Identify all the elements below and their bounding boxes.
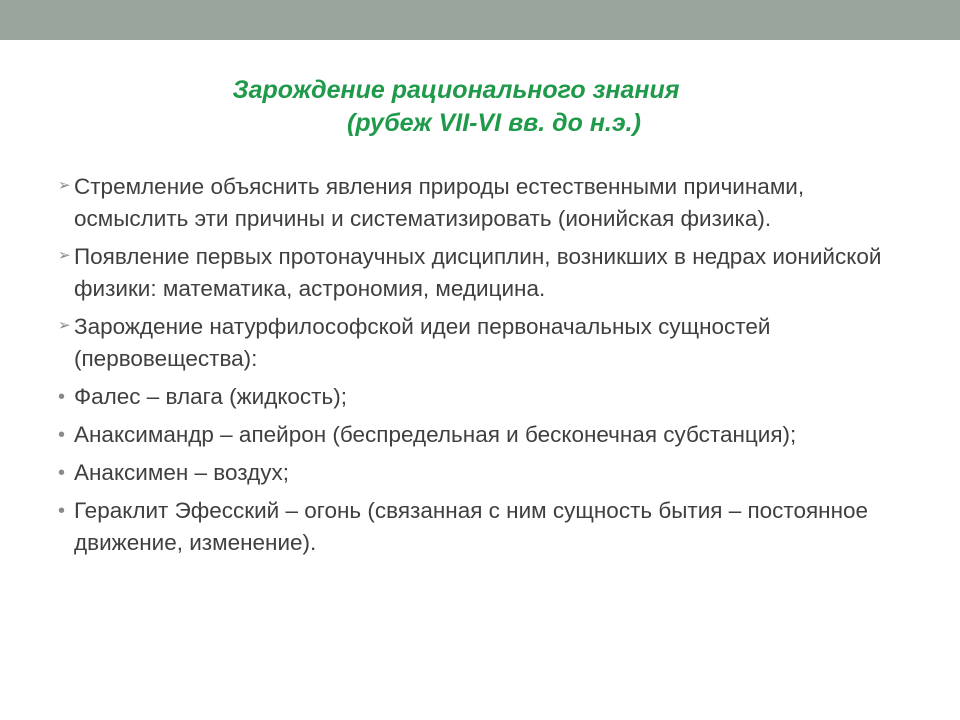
list-item <box>58 381 908 413</box>
arrow-bullet-icon: ➢ <box>58 247 71 264</box>
list-item <box>58 171 908 235</box>
list-item <box>58 419 908 451</box>
list-item <box>58 311 908 375</box>
list-item-text: Анаксимен – воздух; <box>74 460 289 485</box>
list-item <box>58 495 908 559</box>
slide-title-line-1: Зарождение рационального знания <box>232 76 680 104</box>
dot-bullet-icon: • <box>58 386 66 408</box>
dot-bullet-icon: • <box>58 500 66 522</box>
top-band <box>0 0 960 40</box>
list-item <box>58 457 908 489</box>
list-item-text: Анаксимандр – апейрон (беспредельная и бесконечная субстанция); <box>74 422 797 447</box>
list-item-text: Появление первых протонаучных дисциплин, возникших в недрах ионийской физики: математика, астрономия, медицина. <box>74 244 882 301</box>
slide-title-line-2: (рубеж VII-VI вв. до н.э.) <box>347 109 641 137</box>
slide-title <box>0 74 960 140</box>
list-item-text: Стремление объяснить явления природы естественными причинами, осмыслить эти причины и систематизировать (ионийская физика). <box>74 174 805 231</box>
bullet-list <box>58 171 908 565</box>
list-item-text: Фалес – влага (жидкость); <box>74 384 347 409</box>
list-item-text: Зарождение натурфилософской идеи первоначальных сущностей (первовещества): <box>74 314 771 371</box>
dot-bullet-icon: • <box>58 462 66 484</box>
arrow-bullet-icon: ➢ <box>58 177 71 194</box>
list-item-text: Гераклит Эфесский – огонь (связанная с ним сущность бытия – постоянное движение, изменение). <box>74 498 869 555</box>
dot-bullet-icon: • <box>58 424 66 446</box>
list-item <box>58 241 908 305</box>
arrow-bullet-icon: ➢ <box>58 317 71 334</box>
